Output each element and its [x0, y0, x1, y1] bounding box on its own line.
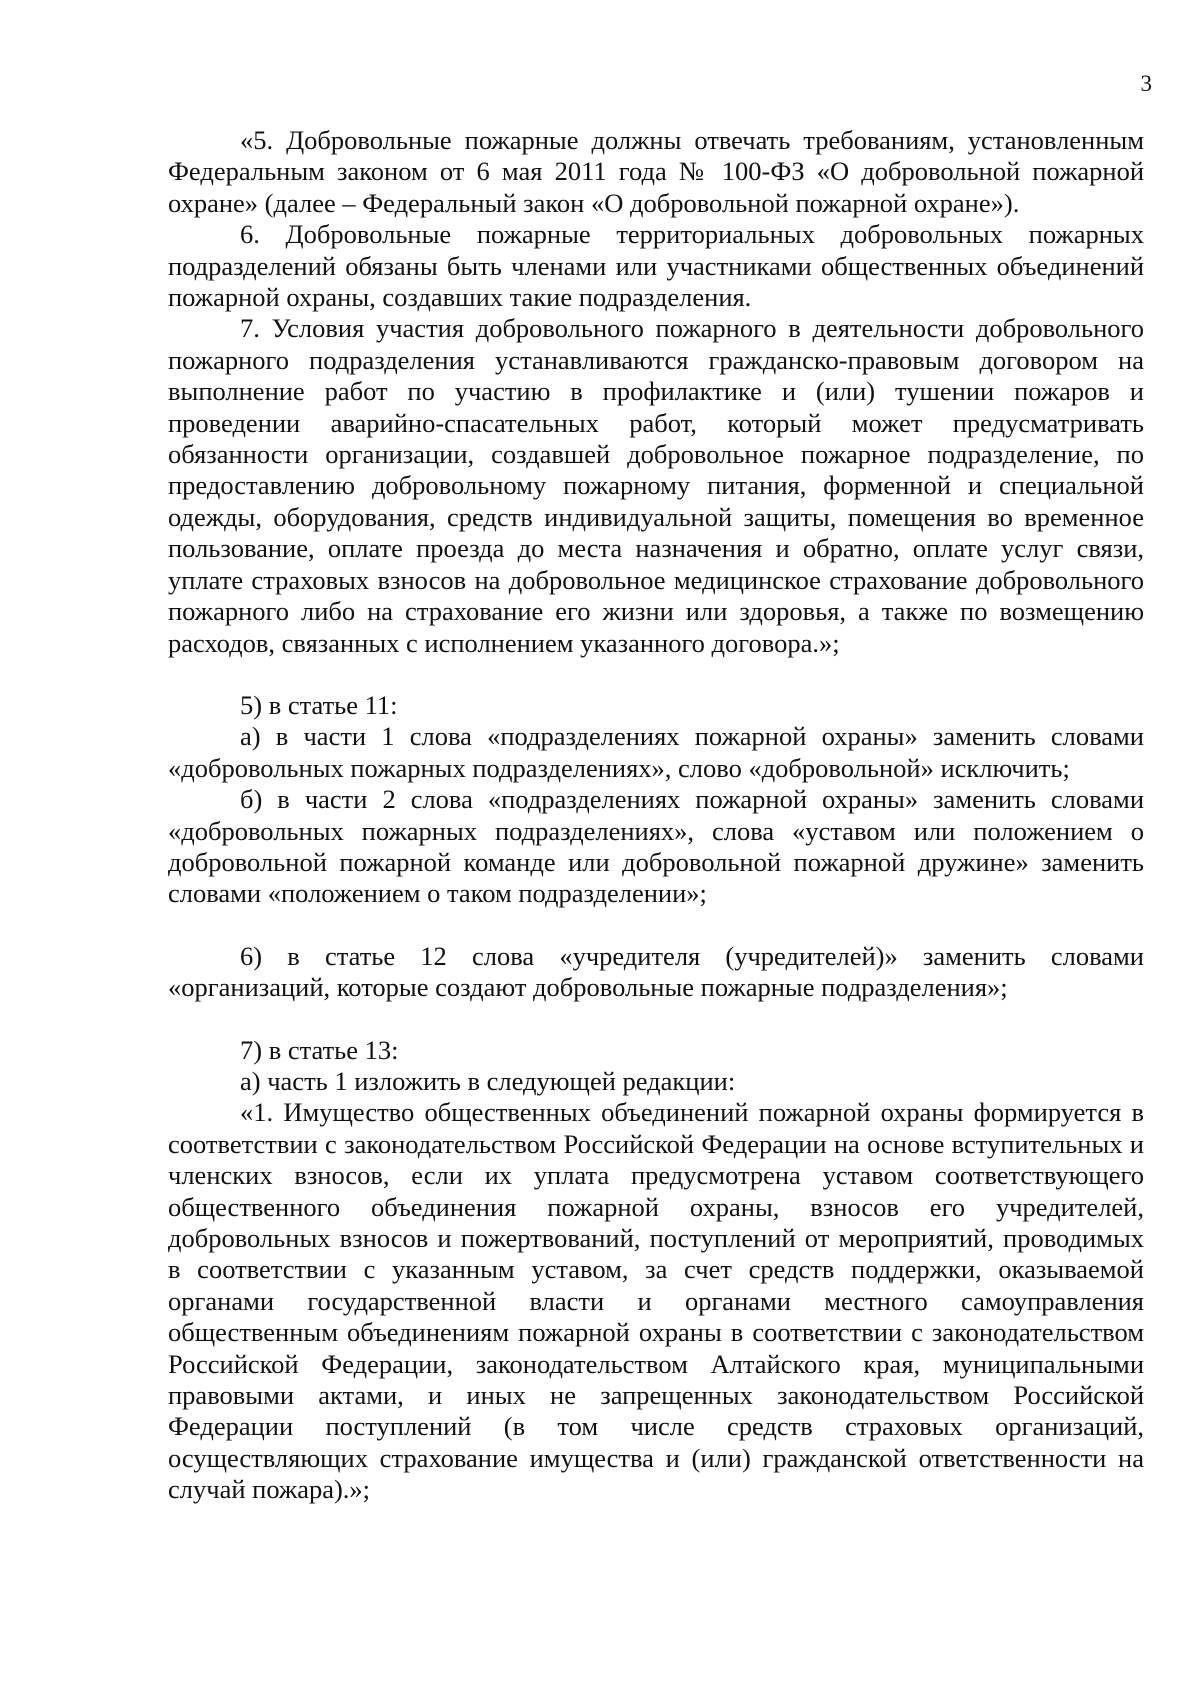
paragraph-clause-7: 7. Условия участия добровольного пожарного в деятельности добровольного пожарного подразделения устанавливаются гражданско-правовым договором на выполнение работ по участию в профилактике и (или) тушении пожаров и проведении аварийно-спасательных работ, который может предусматривать обязанности организации, создавшей добровольное пожарное подразделение, по предоставлению добровольному пожарному питания, форменной и специальной одежды, оборудования, средств индивидуальной защиты, помещения во временное пользование, оплате проезда до места назначения и обратно, оплате услуг связи, уплате страховых взносов на добровольное медицинское страхование добровольного пожарного либо на страхование его жизни или здоровья, а также по возмещению расходов, связанных с исполнением указанного договора.»;	[168, 313, 1144, 658]
document-body	[168, 125, 1144, 1506]
paragraph-item-5-heading: 5) в статье 11:	[240, 689, 398, 720]
paragraph-item-5a: а) в части 1 слова «подразделениях пожарной охраны» заменить словами «добровольных пожарных подразделениях», слово «добровольной» исключить;	[168, 721, 1144, 783]
paragraph-clause-5: «5. Добровольные пожарные должны отвечать требованиям, установленным Федеральным законом от 6 мая 2011 года № 100-ФЗ «О добровольной пожарной охране» (далее – Федеральный закон «О добровольной пожарной охране»).	[168, 125, 1144, 218]
paragraph-item-5b: б) в части 2 слова «подразделениях пожарной охраны» заменить словами «добровольных пожарных подразделениях», слова «уставом или положением о добровольной пожарной команде или добровольной пожарной дружине» заменить словами «положением о таком подразделении»;	[168, 784, 1144, 909]
paragraph-clause-6: 6. Добровольные пожарные территориальных добровольных пожарных подразделений обязаны быть членами или участниками общественных объединений пожарной охраны, создавших такие подразделения.	[168, 219, 1144, 313]
paragraph-property-clause-1: «1. Имущество общественных объединений пожарной охраны формируется в соответствии с законодательством Российской Федерации на основе вступительных и членских взносов, если их уплата предусмотрена уставом соответствующего общественного объединения пожарной охраны, взносов его учредителей, добровольных взносов и пожертвований, поступлений от мероприятий, проводимых в соответствии с указанным уставом, за счет средств поддержки, оказываемой органами государственной власти и органами местного самоуправления общественным объединениям пожарной охраны в соответствии с законодательством Российской Федерации, законодательством Алтайского края, муниципальными правовыми актами, и иных не запрещенных законодательством Российской Федерации поступлений (в том числе средств страховых организаций, осуществляющих страхование имущества и (или) гражданской ответственности на случай пожара).»;	[168, 1097, 1144, 1505]
paragraph-item-7a: а) часть 1 изложить в следующей редакции:	[240, 1065, 736, 1096]
paragraph-item-7-heading: 7) в статье 13:	[240, 1034, 399, 1065]
paragraph-item-6: 6) в статье 12 слова «учредителя (учредителей)» заменить словами «организаций, которые создают добровольные пожарные подразделения»;	[168, 940, 1144, 1003]
page-number: 3	[1140, 71, 1152, 96]
